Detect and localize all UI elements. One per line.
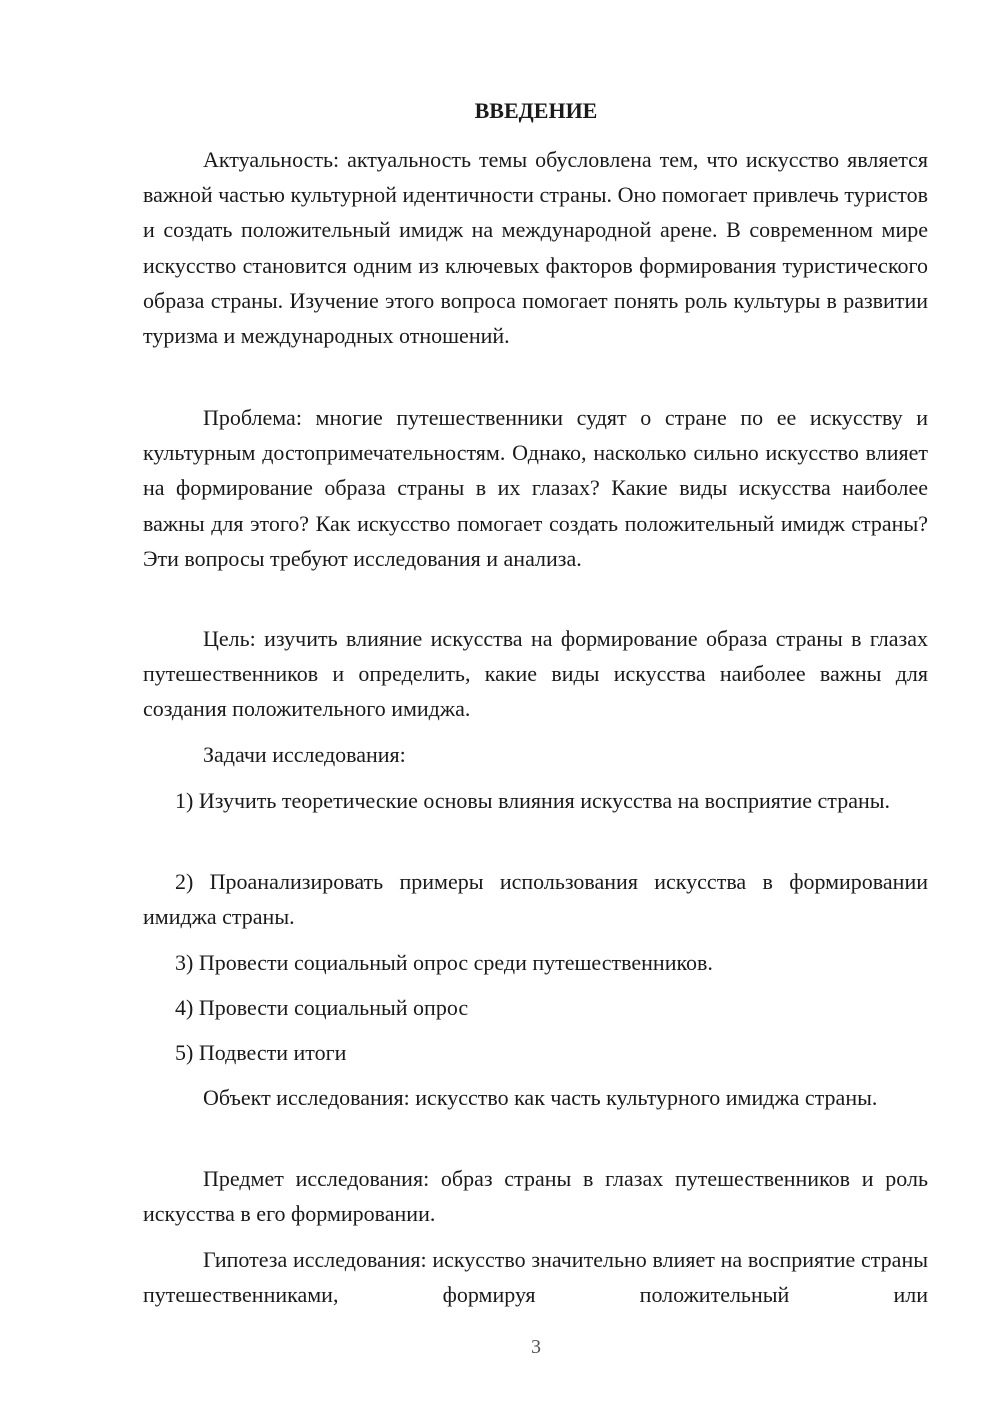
section-heading: ВВЕДЕНИЕ bbox=[474, 98, 598, 123]
task-item-1: 1) Изучить теоретические основы влияния искусства на восприятие страны. bbox=[175, 788, 891, 813]
task-item-3: 3) Провести социальный опрос среди путешественников. bbox=[175, 950, 713, 975]
tasks-heading: Задачи исследования: bbox=[203, 742, 406, 767]
goal-paragraph: Цель: изучить влияние искусства на формирование образа страны в глазах путешественников и определить, какие виды искусства наиболее важны для создания положительного имиджа. bbox=[143, 626, 928, 722]
subject-paragraph: Предмет исследования: образ страны в глазах путешественников и роль искусства в его формировании. bbox=[143, 1166, 928, 1227]
hypothesis-paragraph: Гипотеза исследования: искусство значительно влияет на восприятие страны путешественниками, формируя положительный или bbox=[143, 1247, 928, 1308]
task-item-4: 4) Провести социальный опрос bbox=[175, 995, 469, 1020]
problem-paragraph: Проблема: многие путешественники судят о стране по ее искусству и культурным достопримечательностям. Однако, насколько сильно искусство влияет на формирование образа страны в их глазах? Какие виды искусства наиболее важны для этого? Как искусство помогает создать положительный имидж страны? Эти вопросы требуют исследования и анализа. bbox=[143, 405, 928, 571]
task-item-2: 2) Проанализировать примеры использования искусства в формировании имиджа страны. bbox=[143, 869, 928, 930]
relevance-paragraph: Актуальность: актуальность темы обусловлена тем, что искусство является важной частью культурной идентичности страны. Оно помогает привлечь туристов и создать положительный имидж на международной арене. В современном мире искусство становится одним из ключевых факторов формирования туристического образа страны. Изучение этого вопроса помогает понять роль культуры в развитии туризма и международных отношений. bbox=[143, 147, 928, 349]
object-paragraph: Объект исследования: искусство как часть культурного имиджа страны. bbox=[203, 1085, 878, 1110]
page-number: 3 bbox=[531, 1336, 541, 1358]
task-item-5: 5) Подвести итоги bbox=[175, 1040, 347, 1065]
